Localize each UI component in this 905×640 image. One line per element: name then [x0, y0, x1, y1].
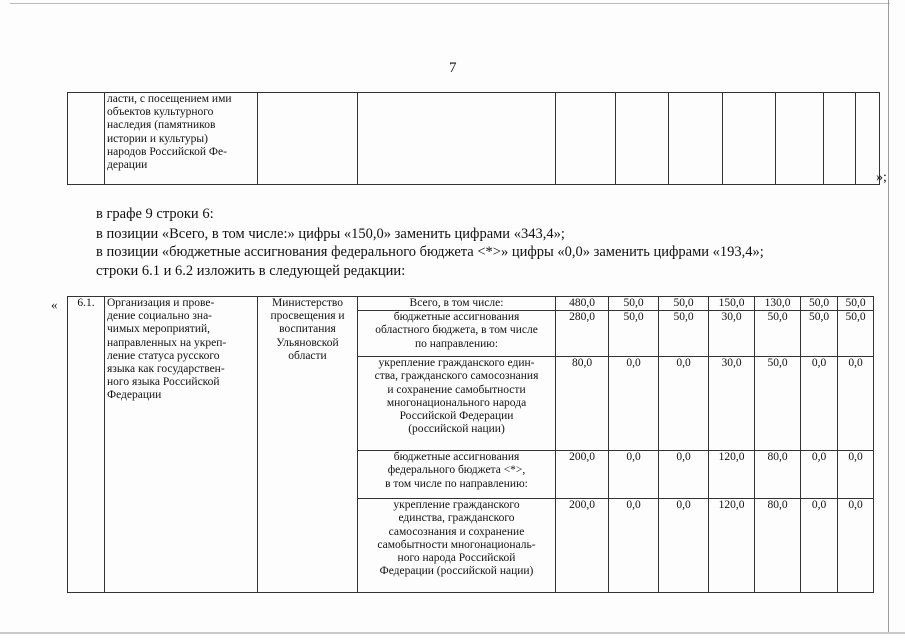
value-cell: 50,0 [755, 311, 801, 357]
funding-source-line: ного народа Российской [397, 552, 516, 565]
funding-source-line: самосознания и сохранение [388, 525, 525, 538]
funding-source-line: укрепление гражданского един- [378, 357, 535, 370]
event-name-line: ного языка Российской [107, 376, 220, 389]
top-empty-cell [776, 93, 824, 185]
paragraph: в позиции «Всего, в том числе:» цифры «150,0» заменить цифрами «343,4»; [96, 226, 565, 242]
closing-quote-mark: »; [876, 170, 887, 185]
funding-source-line: ства, гражданского самосознания [374, 370, 539, 383]
value-cell: 50,0 [609, 311, 659, 357]
value-cell: 0,0 [609, 499, 659, 593]
value-cell: 280,0 [556, 311, 609, 357]
value-cell: 150,0 [709, 297, 755, 311]
value-cell: 120,0 [709, 499, 755, 593]
top-empty-cell [824, 93, 856, 185]
event-name-line: чимых мероприятий, [107, 323, 211, 336]
event-name-line: языка как государствен- [107, 363, 225, 376]
opening-quote-mark: « [51, 297, 58, 312]
top-table-fragment [67, 92, 880, 185]
executor-cell [258, 297, 358, 593]
event-name-line: Организация и прове- [107, 297, 215, 309]
funding-source-line: Всего, в том числе: [409, 297, 504, 309]
value-cell: 80,0 [755, 451, 801, 499]
funding-source-line: многонационального народа [386, 396, 527, 409]
value-cell: 50,0 [609, 297, 659, 311]
top-description-line: дерации [107, 159, 148, 172]
paragraph: в графе 9 строки 6: [96, 206, 214, 222]
value-cell: 50,0 [755, 357, 801, 451]
funding-source-line: по направлению: [414, 337, 499, 350]
event-name-line: ление статуса русского [107, 349, 220, 362]
value-cell: 0,0 [659, 499, 709, 593]
funding-source-line: единства, гражданского [398, 512, 515, 525]
funding-source-cell [358, 451, 556, 499]
value-cell: 0,0 [659, 357, 709, 451]
table-row [68, 297, 874, 311]
value-cell: 50,0 [659, 297, 709, 311]
paragraph: строки 6.1 и 6.2 изложить в следующей редакции: [96, 263, 406, 279]
value-cell: 50,0 [838, 311, 874, 357]
value-cell: 200,0 [556, 499, 609, 593]
funding-source-line: укрепление гражданского [393, 499, 520, 512]
top-description-line: ласти, с посещением ими [107, 93, 232, 105]
value-cell: 200,0 [556, 451, 609, 499]
top-empty-cell [556, 93, 616, 185]
funding-source-cell [358, 499, 556, 593]
event-name-cell [105, 297, 258, 593]
row-number: 6.1. [77, 297, 95, 309]
funding-source-line: Российской Федерации [399, 410, 514, 423]
page-top-edge [10, 3, 890, 4]
value-cell: 0,0 [801, 451, 838, 499]
paragraph: в позиции «бюджетные ассигнования федерального бюджета <*>» цифры «0,0» заменить цифрами «193,4»; [96, 244, 764, 260]
top-empty-cell [358, 93, 556, 185]
value-cell: 120,0 [709, 451, 755, 499]
page-bottom-edge [0, 632, 905, 634]
top-description-cell [105, 93, 258, 185]
top-empty-cell [616, 93, 669, 185]
value-cell: 80,0 [755, 499, 801, 593]
value-cell: 0,0 [838, 451, 874, 499]
event-name-line: Федерации [107, 389, 162, 402]
value-cell: 50,0 [659, 311, 709, 357]
funding-source-cell [358, 357, 556, 451]
value-cell: 50,0 [801, 311, 838, 357]
value-cell: 0,0 [838, 499, 874, 593]
value-cell: 30,0 [709, 357, 755, 451]
event-name-line: дение социально зна- [107, 310, 213, 323]
value-cell: 0,0 [609, 357, 659, 451]
value-cell: 0,0 [801, 357, 838, 451]
value-cell: 50,0 [838, 297, 874, 311]
value-cell: 80,0 [556, 357, 609, 451]
event-name-line: направленных на укреп- [107, 336, 227, 349]
funding-source-line: в том числе по направлению: [385, 477, 528, 490]
top-number-cell [68, 93, 105, 185]
executor-line: Ульяновской [276, 336, 339, 349]
funding-source-line: областного бюджета, в том числе [375, 324, 538, 337]
top-empty-cell [258, 93, 358, 185]
funding-source-line: Федерации (российской нации) [379, 565, 534, 578]
value-cell: 480,0 [556, 297, 609, 311]
executor-line: просвещения и [270, 310, 345, 323]
funding-source-line: самобытности многонациональ- [377, 538, 536, 551]
top-description-line: наследия (памятников [107, 119, 216, 132]
funding-source-line: федерального бюджета <*>, [387, 464, 526, 477]
page-number: 7 [449, 60, 457, 76]
executor-line: области [288, 349, 327, 362]
value-cell: 0,0 [609, 451, 659, 499]
funding-source-line: бюджетные ассигнования [393, 451, 520, 464]
top-description-line: истории и культуры) [107, 132, 208, 145]
top-description-line: народов Российской Фе- [107, 145, 227, 158]
value-cell: 0,0 [659, 451, 709, 499]
value-cell: 0,0 [801, 499, 838, 593]
executor-line: воспитания [279, 323, 336, 336]
value-cell: 130,0 [755, 297, 801, 311]
top-empty-cell [723, 93, 776, 185]
main-table [67, 296, 874, 593]
value-cell: 50,0 [801, 297, 838, 311]
executor-line: Министерство [272, 297, 343, 309]
funding-source-cell [358, 311, 556, 357]
funding-source-line: (российской нации) [408, 423, 505, 436]
top-empty-cell [669, 93, 723, 185]
value-cell: 30,0 [709, 311, 755, 357]
funding-source-line: и сохранение самобытности [387, 383, 526, 396]
row-number-cell [68, 297, 105, 593]
top-description-line: объектов культурного [107, 106, 214, 119]
funding-source-cell [358, 297, 556, 311]
funding-source-line: бюджетные ассигнования [393, 311, 520, 324]
value-cell: 0,0 [838, 357, 874, 451]
page-right-edge [888, 0, 889, 632]
